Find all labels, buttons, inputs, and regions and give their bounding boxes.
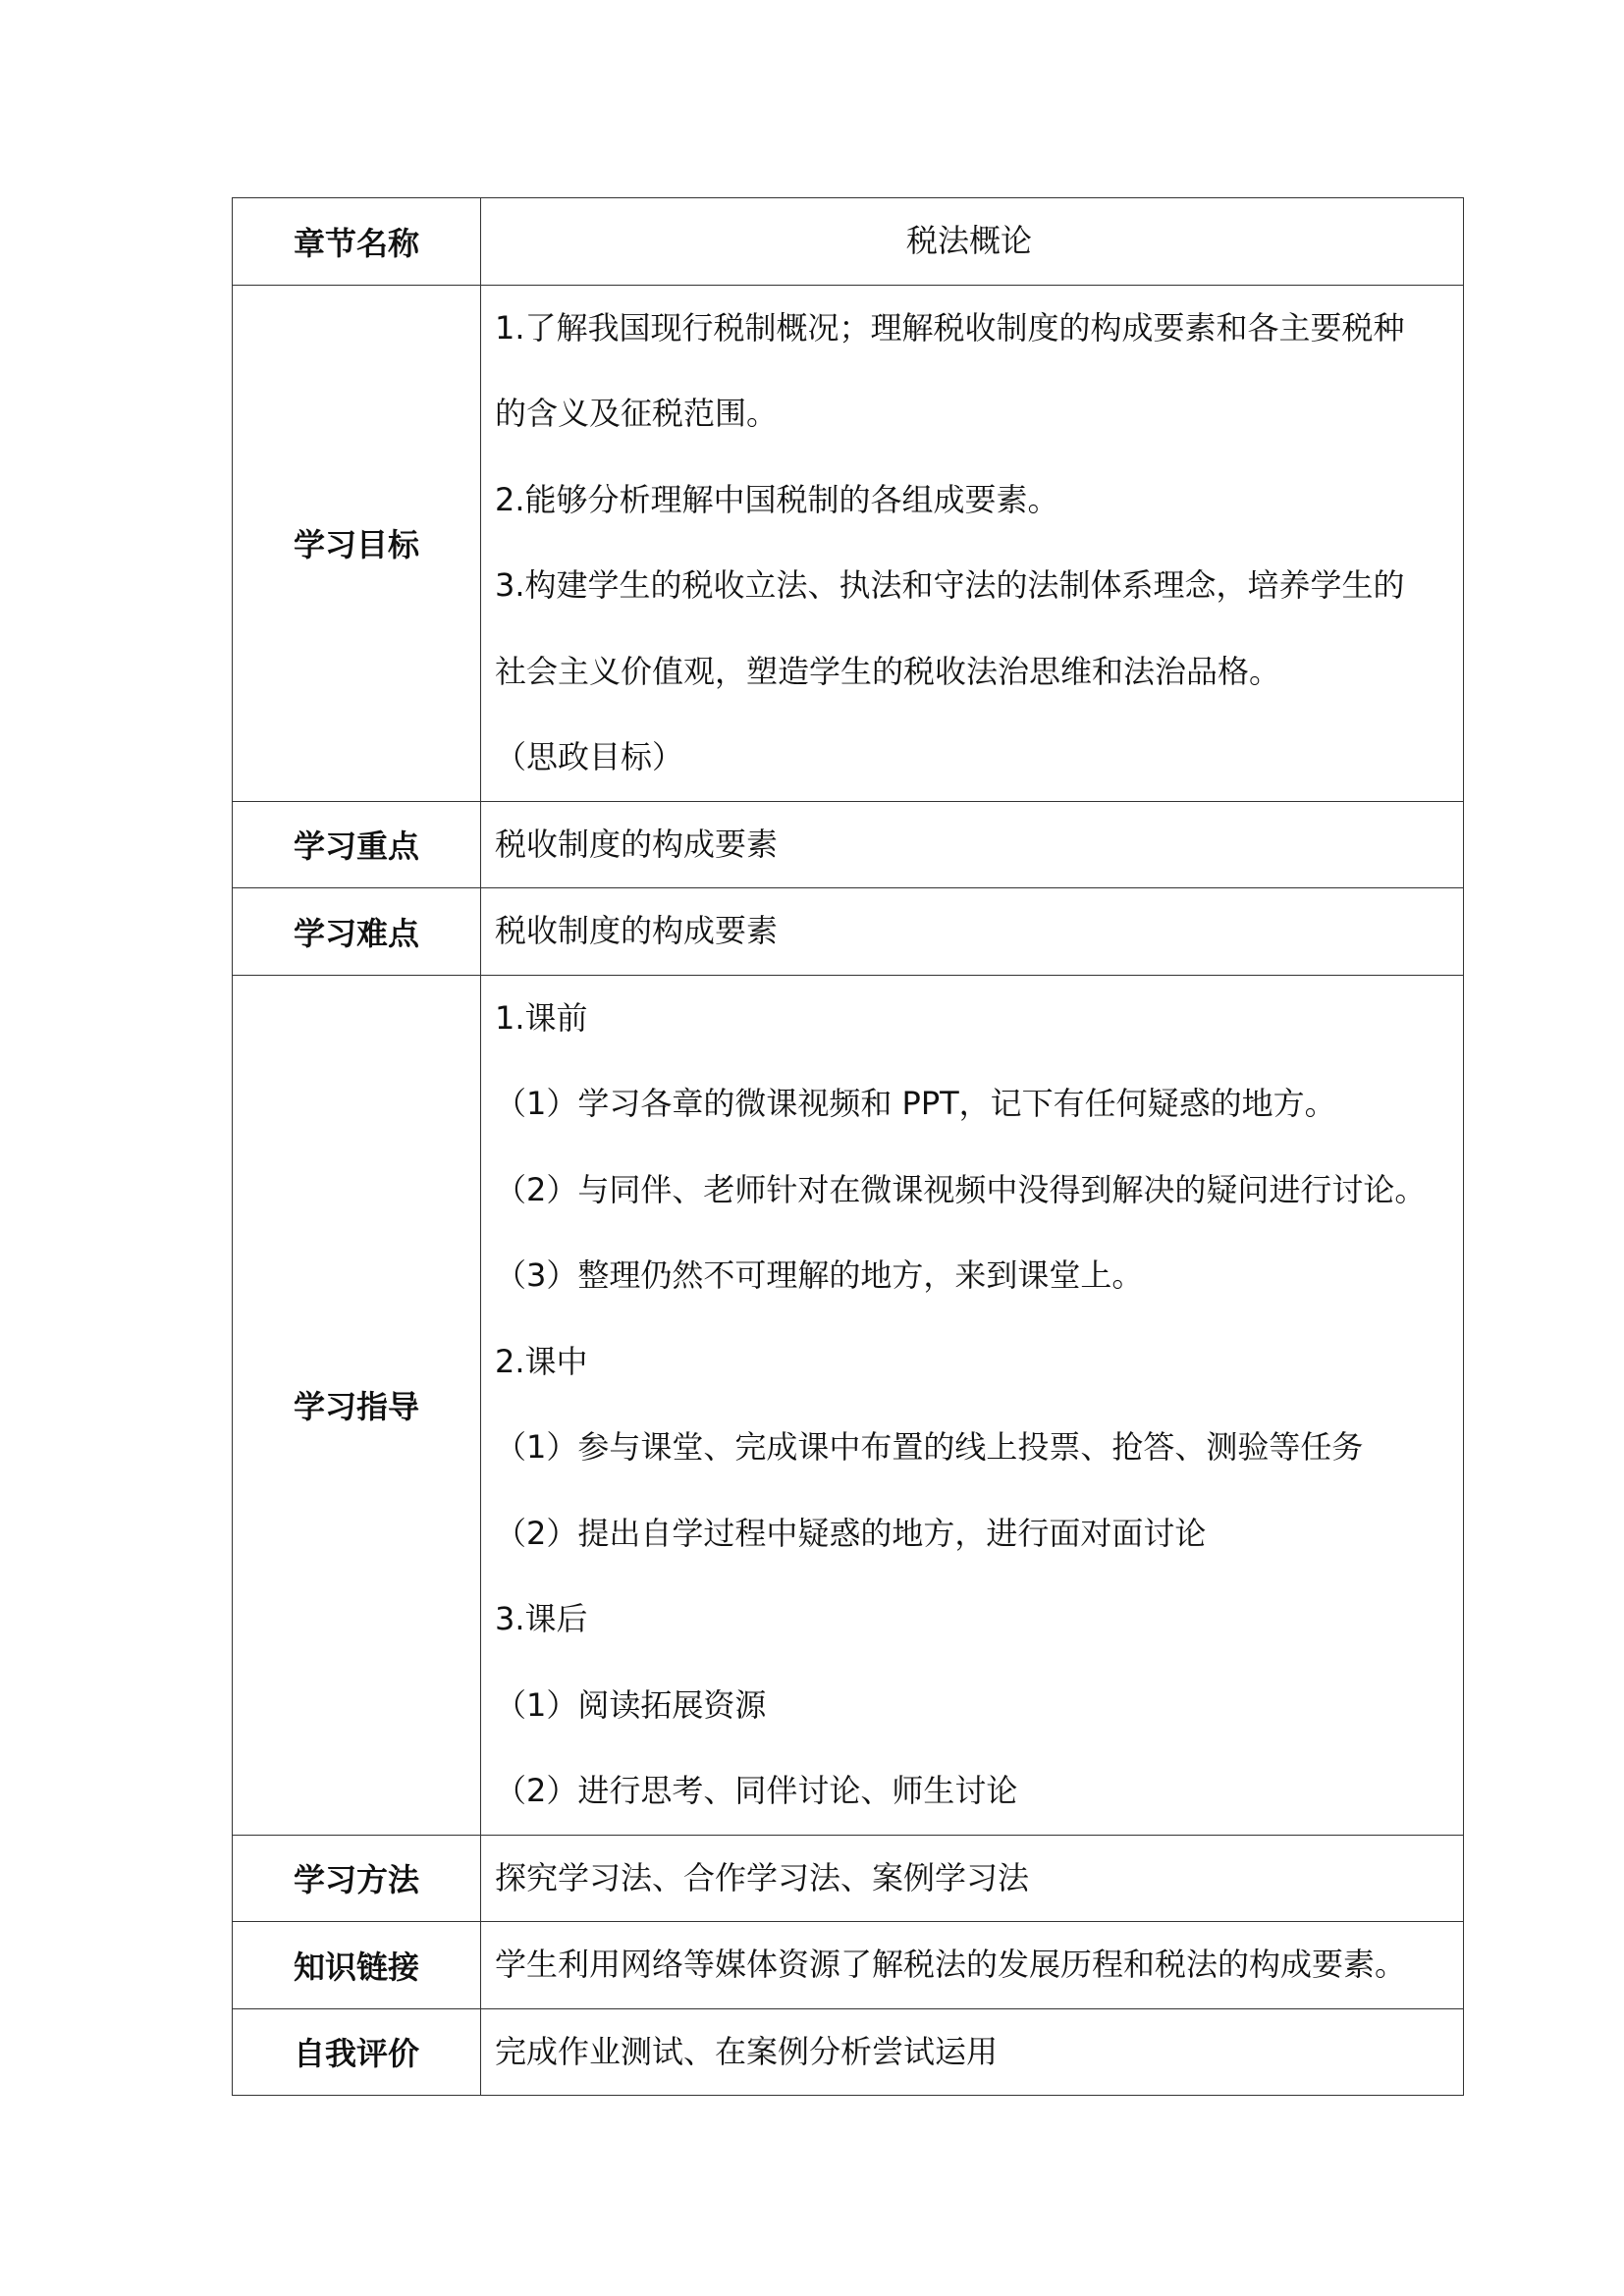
course-info-table <box>232 197 1464 2096</box>
self-evaluation-content <box>481 2008 1464 2096</box>
text-line: （1）学习各章的微课视频和 PPT，记下有任何疑惑的地方。 <box>495 1085 1336 1122</box>
self-evaluation-label: 自我评价 <box>233 2008 481 2096</box>
learning-methods-content <box>481 1835 1464 1922</box>
text-line: （2）与同伴、老师针对在微课视频中没得到解决的疑问进行讨论。 <box>495 1170 1427 1208</box>
text-line: 税法概论 <box>905 222 1032 259</box>
text-line: 1.课前 <box>495 998 588 1037</box>
text-line: 税收制度的构成要素 <box>495 825 779 863</box>
text-line: 社会主义价值观，塑造学生的税收法治思维和法治品格。 <box>495 652 1281 690</box>
difficult-points-content <box>481 888 1464 976</box>
learning-guidance-content <box>481 975 1464 1835</box>
text-line: （3）整理仍然不可理解的地方，来到课堂上。 <box>495 1256 1144 1294</box>
text-line: 3.课后 <box>495 1600 588 1637</box>
knowledge-links-content <box>481 1922 1464 2009</box>
row-knowledge-links <box>233 1922 1464 2009</box>
text-line: 的含义及征税范围。 <box>495 395 779 432</box>
difficult-points-label: 学习难点 <box>233 888 481 976</box>
text-line: 探究学习法、合作学习法、案例学习法 <box>495 1858 1030 1896</box>
text-line: 税收制度的构成要素 <box>495 912 779 949</box>
text-line: （2）进行思考、同伴讨论、师生讨论 <box>495 1772 1018 1809</box>
row-learning-objectives <box>233 285 1464 801</box>
learning-guidance-label: 学习指导 <box>233 975 481 1835</box>
key-points-label: 学习重点 <box>233 801 481 888</box>
learning-objectives-content <box>481 285 1464 801</box>
text-line: 学生利用网络等媒体资源了解税法的发展历程和税法的构成要素。 <box>495 1946 1407 1983</box>
text-line: （1）阅读拓展资源 <box>495 1685 767 1724</box>
row-key-points <box>233 801 1464 888</box>
text-line: 3.构建学生的税收立法、执法和守法的法制体系理念，培养学生的 <box>495 566 1405 604</box>
row-difficult-points <box>233 888 1464 976</box>
row-chapter-name <box>233 198 1464 286</box>
learning-methods-label: 学习方法 <box>233 1835 481 1922</box>
chapter-name-label: 章节名称 <box>233 198 481 286</box>
chapter-name-content <box>481 198 1464 286</box>
learning-objectives-label: 学习目标 <box>233 285 481 801</box>
row-learning-guidance <box>233 975 1464 1835</box>
row-learning-methods <box>233 1835 1464 1922</box>
text-line: （思政目标） <box>495 738 684 775</box>
text-line: 完成作业测试、在案例分析尝试运用 <box>495 2032 999 2070</box>
text-line: 1.了解我国现行税制概况；理解税收制度的构成要素和各主要税种 <box>495 308 1405 347</box>
key-points-content <box>481 801 1464 888</box>
text-line: 2.课中 <box>495 1342 588 1380</box>
text-line: （2）提出自学过程中疑惑的地方，进行面对面讨论 <box>495 1514 1207 1552</box>
knowledge-links-label: 知识链接 <box>233 1922 481 2009</box>
text-line: （1）参与课堂、完成课中布置的线上投票、抢答、测验等任务 <box>495 1428 1364 1466</box>
text-line: 2.能够分析理解中国税制的各组成要素。 <box>495 480 1059 518</box>
row-self-evaluation <box>233 2008 1464 2096</box>
